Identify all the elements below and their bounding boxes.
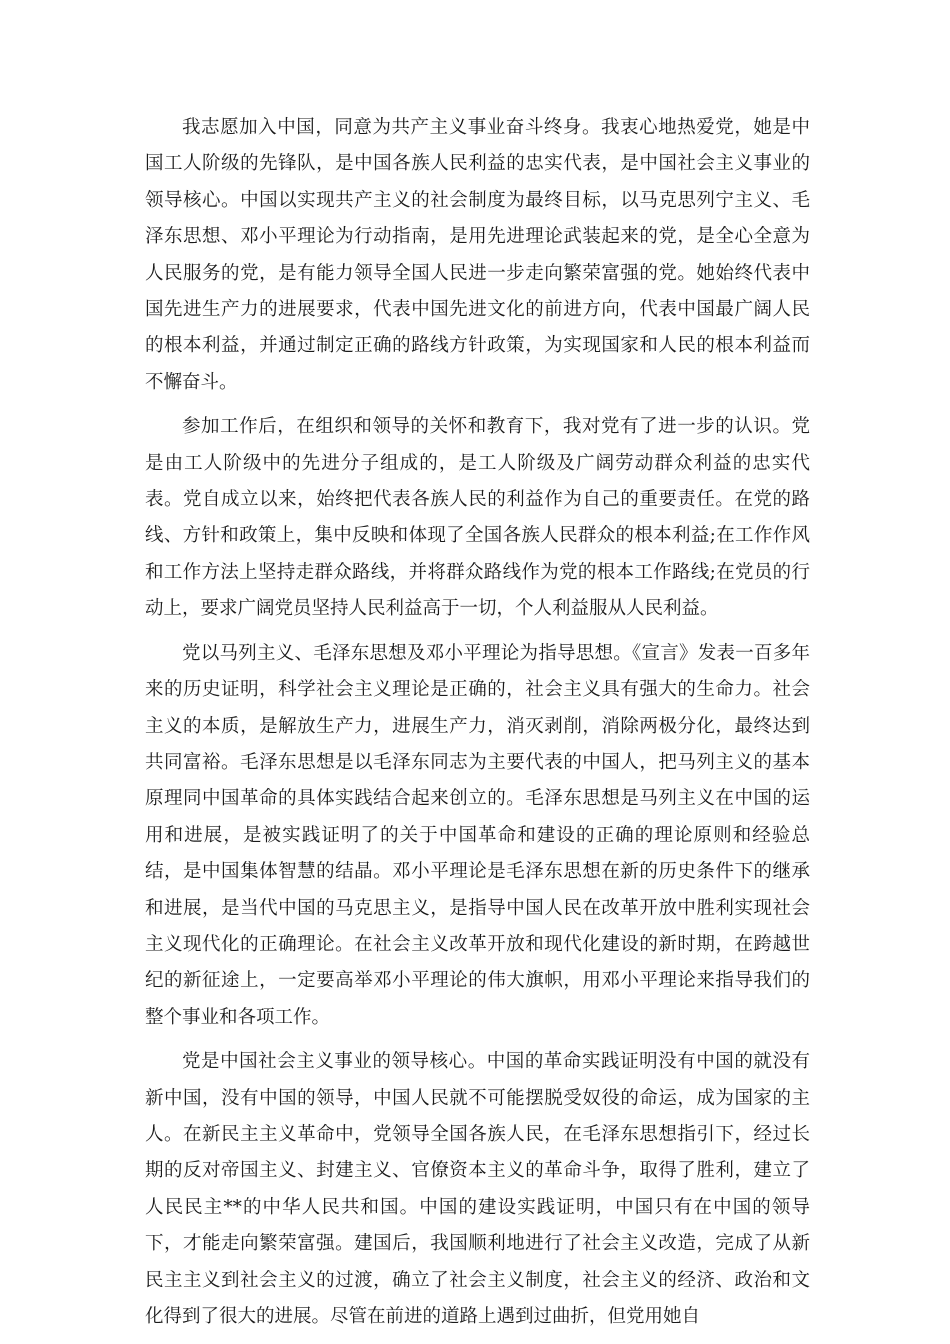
paragraph-4: 党是中国社会主义事业的领导核心。中国的革命实践证明没有中国的就没有新中国，没有中国的领导，中国人民就不可能摆脱受奴役的命运，成为国家的主人。在新民主主义革命中，党领导全国各族人民，在毛泽东思想指引下，经过长期的反对帝国主义、封建主义、官僚资本主义的革命斗争，取得了胜利，建立了人民民主**的中华人民共和国。中国的建设实践证明，中国只有在中国的领导下，才能走向繁荣富强。建国后，我国顺利地进行了社会主义改造，完成了从新民主主义到社会主义的过渡，确立了社会主义制度，社会主义的经济、政治和文化得到了很大的进展。尽管在前进的道路上遇到过曲折，但党用她自 — [145, 1051, 810, 1327]
document-body — [145, 110, 810, 1343]
paragraph-3: 党以马列主义、毛泽东思想及邓小平理论为指导思想。《宣言》发表一百多年来的历史证明，科学社会主义理论是正确的，社会主义具有强大的生命力。社会主义的本质，是解放生产力，进展生产力，消灭剥削，消除两极分化，最终达到共同富裕。毛泽东思想是以毛泽东同志为主要代表的中国人，把马列主义的基本原理同中国革命的具体实践结合起来创立的。毛泽东思想是马列主义在中国的运用和进展，是被实践证明了的关于中国革命和建设的正确的理论原则和经验总结，是中国集体智慧的结晶。邓小平理论是毛泽东思想在新的历史条件下的继承和进展，是当代中国的马克思主义，是指导中国人民在改革开放中胜利实现社会主义现代化的正确理论。在社会主义改革开放和现代化建设的新时期，在跨越世纪的新征途上，一定要高举邓小平理论的伟大旗帜，用邓小平理论来指导我们的整个事业和各项工作。 — [145, 642, 810, 1028]
paragraph-2: 参加工作后，在组织和领导的关怀和教育下，我对党有了进一步的认识。党是由工人阶级中的先进分子组成的，是工人阶级及广阔劳动群众利益的忠实代表。党自成立以来，始终把代表各族人民的利益作为自己的重要责任。在党的路线、方针和政策上，集中反映和体现了全国各族人民群众的根本利益;在工作作风和工作方法上坚持走群众路线，并将群众路线作为党的根本工作路线;在党员的行动上，要求广阔党员坚持人民利益高于一切，个人利益服从人民利益。 — [145, 416, 810, 620]
paragraph-1: 我志愿加入中国，同意为共产主义事业奋斗终身。我衷心地热爱党，她是中国工人阶级的先锋队，是中国各族人民利益的忠实代表，是中国社会主义事业的领导核心。中国以实现共产主义的社会制度为最终目标，以马克思列宁主义、毛泽东思想、邓小平理论为行动指南，是用先进理论武装起来的党，是全心全意为人民服务的党，是有能力领导全国人民进一步走向繁荣富强的党。她始终代表中国先进生产力的进展要求，代表中国先进文化的前进方向，代表中国最广阔人民的根本利益，并通过制定正确的路线方针政策，为实现国家和人民的根本利益而不懈奋斗。 — [145, 117, 810, 393]
